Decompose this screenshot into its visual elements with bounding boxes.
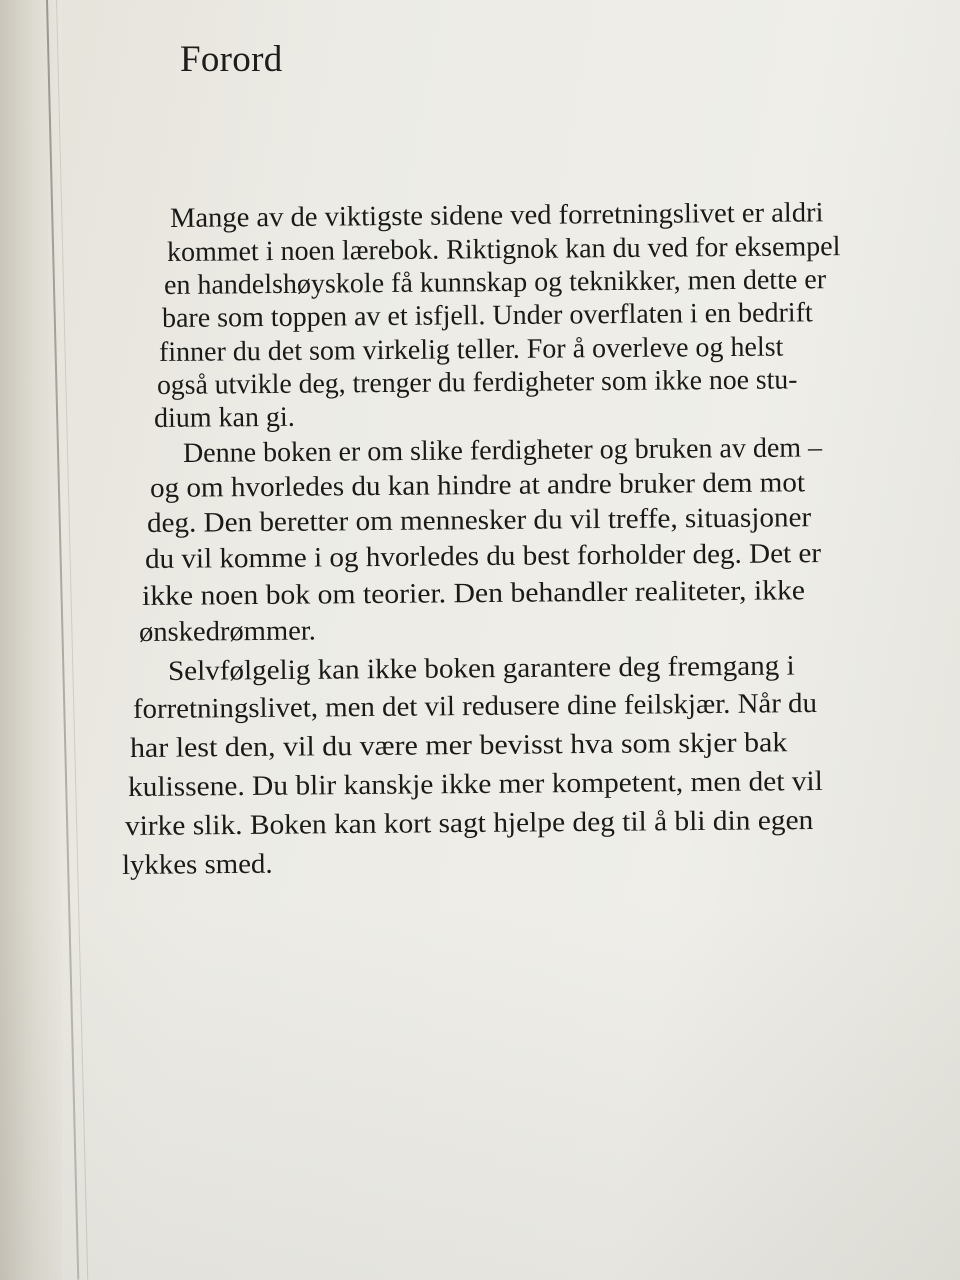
text-line: og om hvorledes du kan hindre at andre bruker dem mot [149, 467, 806, 504]
text-line: en handelshøyskole få kunnskap og teknikker, men dette er [163, 264, 827, 301]
text-line: Selvfølgelig kan ikke boken garantere deg fremgang i [167, 650, 795, 687]
text-line: ønskedrømmer. [138, 615, 317, 648]
text-line: kommet i noen lærebok. Riktignok kan du ved for eksempel [166, 231, 841, 268]
text-line: dium kan gi. [153, 401, 295, 434]
text-line: Denne boken er om slike ferdigheter og bruken av dem – [182, 432, 823, 469]
text-line: kulissene. Du blir kanskje ikke mer kompetent, men det vil [127, 765, 823, 803]
text-line: ikke noen bok om teorier. Den behandler realiteter, ikke [141, 575, 806, 612]
text-line: forretningslivet, men det vil redusere dine feilskjær. Når du [132, 688, 818, 725]
text-line: finner du det som virkelig teller. For å overleve og helst [158, 331, 784, 368]
text-line: bare som toppen av et isfjell. Under overflaten i en bedrift [161, 297, 813, 334]
page-shadow [0, 900, 960, 1280]
chapter-heading: Forord [180, 39, 283, 80]
text-line: virke slik. Boken kan kort sagt hjelpe deg til å bli din egen [124, 804, 814, 842]
text-line: Mange av de viktigste sidene ved forretningslivet er aldri [169, 197, 824, 234]
text-line: også utvikle deg, trenger du ferdigheter som ikke noe stu- [156, 364, 798, 401]
text-line: du vil komme i og hvorledes du best forholder deg. Det er [144, 538, 822, 575]
text-line: har lest den, vil du være mer bevisst hva som skjer bak [129, 727, 788, 764]
text-line: lykkes smed. [121, 848, 273, 881]
text-line: deg. Den beretter om mennesker du vil treffe, situasjoner [146, 502, 812, 539]
